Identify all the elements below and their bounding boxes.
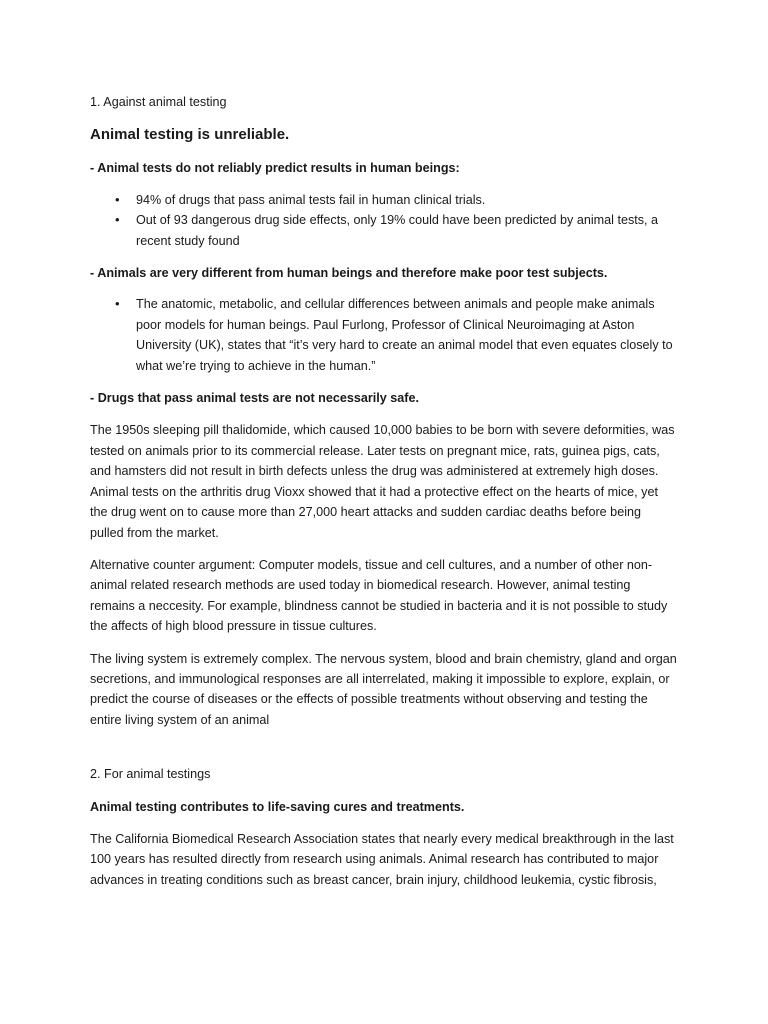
- section-heading-against: 1. Against animal testing: [90, 95, 227, 109]
- paragraph-living-system: The living system is extremely complex. The nervous system, blood and brain chemistry, gland and organ secretions, and immunological responses are all interrelated, making it impossible to explore, explain, or predict the course of diseases or the effects of possible treatments without observing and testing the entire living system of an animal: [90, 651, 677, 727]
- bullet-item: • The anatomic, metabolic, and cellular differences between animals and people make animals poor models for human beings. Paul Furlong, Professor of Clinical Neuroimaging at Aston University (UK), states that “it’s very hard to create an animal model that even equates closely to what we’re trying to achieve in the human.”: [136, 294, 678, 376]
- point-heading-different: - Animals are very different from human beings and therefore make poor test subjects.: [90, 266, 608, 281]
- bullet-list-different: [90, 294, 678, 376]
- paragraph-thalidomide: The 1950s sleeping pill thalidomide, which caused 10,000 babies to be born with severe deformities, was tested on animals prior to its commercial release. Later tests on pregnant mice, rats, guinea pigs, cats, and hamsters did not result in birth defects unless the drug was administered at extremely high doses. Animal tests on the arthritis drug Vioxx showed that it had a protective effect on the hearts of mice, yet the drug went on to cause more than 27,000 heart attacks and sudden cardiac deaths before being pulled from the market.: [90, 423, 675, 540]
- section-heading-for: 2. For animal testings: [90, 767, 211, 782]
- heading-unreliable: Animal testing is unreliable.: [90, 126, 290, 144]
- paragraph-counter-argument: Alternative counter argument: Computer models, tissue and cell cultures, and a number of other non-animal related research methods are used today in biomedical research. However, animal testing remains a neccesity. For example, blindness cannot be studied in bacteria and it is not possible to study the affects of high blood pressure in tissue cultures.: [90, 557, 668, 634]
- point-heading-safe: - Drugs that pass animal tests are not necessarily safe.: [90, 391, 419, 406]
- section-spacer: [90, 730, 678, 764]
- bullet-list-predict: [90, 190, 678, 251]
- point-heading-predict: - Animal tests do not reliably predict results in human beings:: [90, 161, 460, 176]
- paragraph-cbra: The California Biomedical Research Association states that nearly every medical breakthrough in the last 100 years has resulted directly from research using animals. Animal research has contributed to major advances in treating conditions such as breast cancer, brain injury, childhood leukemia, cystic fibrosis,: [90, 831, 674, 887]
- bullet-item: • 94% of drugs that pass animal tests fail in human clinical trials.: [136, 190, 678, 210]
- bullet-item: • Out of 93 dangerous drug side effects, only 19% could have been predicted by animal tests, a recent study found: [136, 210, 678, 251]
- heading-life-saving: Animal testing contributes to life-saving cures and treatments.: [90, 799, 465, 814]
